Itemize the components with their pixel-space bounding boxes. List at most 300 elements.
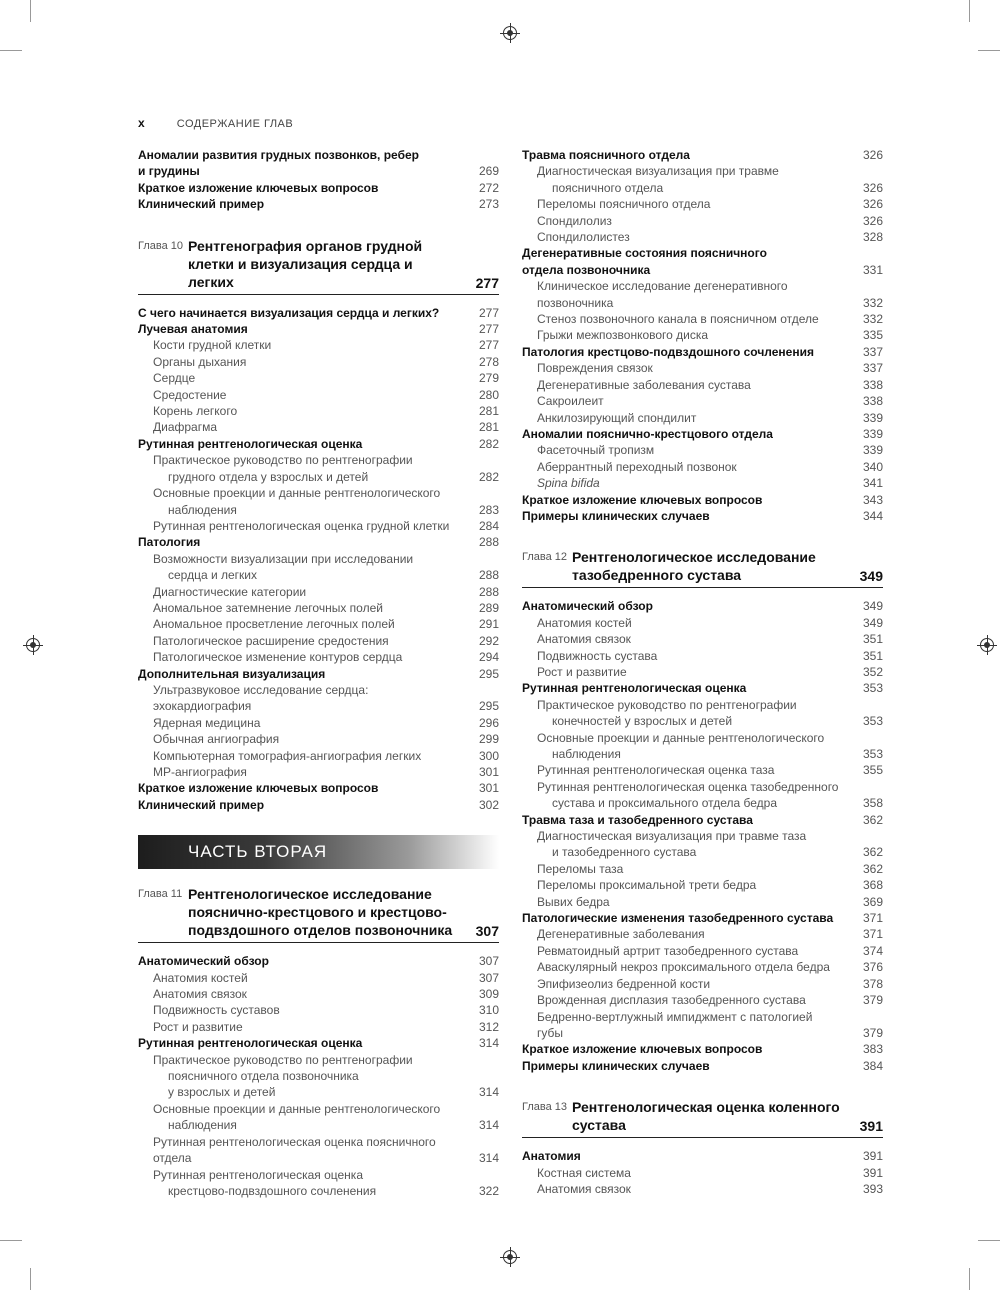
- toc-section-entry[interactable]: [138, 147, 499, 163]
- toc-entry-page: 272: [478, 180, 499, 195]
- toc-entry[interactable]: [522, 697, 883, 713]
- toc-entry-title: Рутинная рентгенологическая оценка поясничного отдела: [153, 1134, 436, 1166]
- toc-entry-title: Практическое руководство по рентгенографии: [537, 697, 797, 712]
- toc-entry-title: Патологические изменения тазобедренного сустава: [522, 911, 834, 926]
- toc-entry[interactable]: [522, 229, 883, 245]
- toc-entry-title: Корень легкого: [153, 404, 238, 419]
- toc-entry-page: 378: [862, 976, 883, 991]
- toc-entry-page: 331: [862, 262, 883, 277]
- toc-entry[interactable]: [138, 567, 499, 583]
- toc-section-entry[interactable]: [138, 1035, 499, 1051]
- part-banner: ЧАСТЬ ВТОРАЯ: [138, 835, 499, 869]
- chapter-page: 349: [859, 568, 883, 585]
- toc-entry-title: Ультразвуковое исследование сердца: эхокардиография: [153, 682, 369, 714]
- chapter-title: Рентгенологическое исследование пояснично-крестцового и крестцово-подвздошного отделов позвоночника: [188, 886, 453, 939]
- toc-entry[interactable]: [138, 452, 499, 468]
- toc-entry-title: Переломы поясничного отдела: [537, 197, 711, 212]
- toc-entry[interactable]: [138, 387, 499, 403]
- toc-section-entry[interactable]: [138, 196, 499, 212]
- toc-section-entry[interactable]: [522, 680, 883, 696]
- toc-entry-title: Анатомия костей: [537, 615, 632, 630]
- registration-mark-icon: [980, 638, 994, 652]
- toc-entry[interactable]: [138, 731, 499, 747]
- toc-list: [522, 1148, 883, 1197]
- toc-section-entry[interactable]: [522, 1041, 883, 1057]
- toc-entry-title: Примеры клинических случаев: [522, 1058, 710, 1073]
- toc-entry-title: Рутинная рентгенологическая оценка: [153, 1167, 363, 1182]
- toc-entry-title: Анатомический обзор: [522, 599, 653, 614]
- toc-entry-page: 379: [862, 1025, 883, 1040]
- toc-entry[interactable]: [138, 469, 499, 485]
- toc-entry-page: 369: [862, 894, 883, 909]
- toc-entry[interactable]: [522, 360, 883, 376]
- toc-section-entry[interactable]: [138, 953, 499, 969]
- toc-entry-title: Краткое изложение ключевых вопросов: [138, 781, 379, 796]
- toc-entry-page: 309: [478, 987, 499, 1002]
- toc-entry[interactable]: [522, 377, 883, 393]
- toc-entry-page: 280: [478, 387, 499, 402]
- toc-entry-title: Диагностическая визуализация при травме: [537, 164, 779, 179]
- toc-entry[interactable]: [522, 664, 883, 680]
- toc-entry[interactable]: [522, 459, 883, 475]
- toc-entry-page: 362: [862, 845, 883, 860]
- toc-entry-title: Основные проекции и данные рентгенологического: [537, 730, 825, 745]
- toc-entry-title: сердца и легких: [168, 568, 257, 583]
- toc-entry[interactable]: [522, 746, 883, 762]
- toc-entry-title: Анатомия связок: [537, 632, 631, 647]
- toc-entry-title: Эпифизеолиз бедренной кости: [537, 976, 711, 991]
- toc-section-entry[interactable]: [138, 666, 499, 682]
- toc-entry[interactable]: [522, 1009, 883, 1042]
- chapter-title: Рентгенологическая оценка коленного сустава: [572, 1099, 840, 1134]
- toc-entry-title: Патологическое расширение средостения: [153, 633, 389, 648]
- toc-entry-page: 326: [862, 148, 883, 162]
- toc-entry-page: 282: [478, 436, 499, 451]
- toc-entry[interactable]: [138, 649, 499, 665]
- toc-entry[interactable]: [138, 1068, 499, 1084]
- toc-section-entry[interactable]: [522, 910, 883, 926]
- toc-entry-title: Сердце: [153, 371, 196, 386]
- toc-entry-page: 352: [862, 664, 883, 679]
- toc-entry-title: Практическое руководство по рентгенографии: [153, 1052, 413, 1067]
- toc-section-entry[interactable]: [522, 1058, 883, 1074]
- toc-entry[interactable]: [138, 1019, 499, 1035]
- toc-entry-page: 339: [862, 443, 883, 458]
- toc-entry[interactable]: [522, 976, 883, 992]
- toc-entry-page: 391: [862, 1165, 883, 1180]
- toc-entry[interactable]: [522, 1181, 883, 1197]
- toc-entry[interactable]: [522, 992, 883, 1008]
- toc-section-entry[interactable]: [522, 245, 883, 261]
- crop-mark: [969, 1268, 970, 1290]
- toc-entry-title: Возможности визуализации при исследовании: [153, 551, 414, 566]
- toc-entry-page: 379: [862, 993, 883, 1008]
- toc-entry[interactable]: [138, 715, 499, 731]
- toc-entry[interactable]: [138, 1084, 499, 1100]
- chapter-label: Глава 10: [138, 239, 184, 252]
- toc-entry[interactable]: [138, 986, 499, 1002]
- toc-entry-title: Рутинная рентгенологическая оценка: [138, 436, 363, 451]
- toc-entry-page: 349: [862, 615, 883, 630]
- toc-entry-page: 288: [478, 568, 499, 583]
- toc-entry-page: 353: [862, 714, 883, 729]
- toc-entry[interactable]: [522, 959, 883, 975]
- toc-entry[interactable]: [522, 762, 883, 778]
- toc-entry-page: 337: [862, 344, 883, 359]
- toc-entry-title: крестцово-подвздошного сочленения: [168, 1183, 377, 1198]
- toc-entry-page: 294: [478, 650, 499, 665]
- toc-entry[interactable]: [138, 1167, 499, 1183]
- toc-entry-title: поясничного отдела: [552, 180, 664, 195]
- toc-section-entry[interactable]: [138, 180, 499, 196]
- toc-entry[interactable]: [522, 795, 883, 811]
- toc-entry-title: Лучевая анатомия: [138, 322, 248, 337]
- toc-entry[interactable]: [522, 442, 883, 458]
- toc-entry-page: 358: [862, 796, 883, 811]
- toc-entry-page: 353: [862, 681, 883, 696]
- toc-entry-title: Спондилолистез: [537, 230, 630, 245]
- toc-section-entry[interactable]: [138, 321, 499, 337]
- toc-entry-title: Краткое изложение ключевых вопросов: [522, 492, 763, 507]
- toc-entry[interactable]: [138, 485, 499, 501]
- toc-entry-page: 273: [478, 197, 499, 212]
- toc-entry-title: Вывих бедра: [537, 894, 610, 909]
- toc-entry-page: 368: [862, 878, 883, 893]
- chapter-page: 277: [475, 274, 499, 291]
- toc-entry-title: Переломы таза: [537, 861, 624, 876]
- toc-entry-page: 291: [478, 617, 499, 632]
- toc-section-entry[interactable]: [138, 780, 499, 796]
- registration-mark-icon: [503, 26, 517, 40]
- toc-entry-title: Травма таза и тазобедренного сустава: [522, 812, 753, 827]
- toc-entry-page: 281: [478, 404, 499, 419]
- toc-entry-title: Аномальное затемнение легочных полей: [153, 600, 383, 615]
- toc-entry[interactable]: [138, 403, 499, 419]
- toc-entry[interactable]: [522, 844, 883, 860]
- toc-entry-page: 349: [862, 599, 883, 614]
- toc-entry-title: Костная система: [537, 1165, 631, 1180]
- toc-entry-page: 339: [862, 426, 883, 441]
- toc-entry-title: и тазобедренного сустава: [552, 845, 697, 860]
- toc-entry-page: 344: [862, 508, 883, 523]
- toc-entry-title: Клинический пример: [138, 797, 265, 812]
- toc-entry-page: 326: [862, 180, 883, 195]
- toc-section-entry[interactable]: [522, 508, 883, 524]
- toc-entry-page: 340: [862, 459, 883, 474]
- toc-entry-title: Травма поясничного отдела: [522, 148, 690, 162]
- toc-entry-title: Сакроилеит: [537, 394, 604, 409]
- toc-entry-title: Средостение: [153, 387, 227, 402]
- toc-entry-title: наблюдения: [168, 1118, 237, 1133]
- toc-entry-page: 269: [478, 164, 499, 179]
- chapter-label: Глава 13: [522, 1101, 568, 1114]
- toc-entry-title: Рутинная рентгенологическая оценка тазобедренного: [537, 779, 839, 794]
- crop-mark: [978, 50, 1000, 51]
- toc-entry[interactable]: [522, 410, 883, 426]
- toc-entry-page: 353: [862, 747, 883, 761]
- toc-entry-title: Рутинная рентгенологическая оценка: [522, 681, 747, 696]
- crop-mark: [0, 50, 22, 51]
- toc-entry[interactable]: [522, 631, 883, 647]
- toc-entry[interactable]: [522, 828, 883, 844]
- toc-entry-title: Патология: [138, 535, 201, 550]
- toc-entry-page: 335: [862, 328, 883, 343]
- toc-entry-title: наблюдения: [552, 747, 621, 761]
- toc-entry[interactable]: [138, 1117, 499, 1133]
- toc-section-entry[interactable]: [522, 262, 883, 278]
- chapter-heading[interactable]: [522, 1098, 883, 1138]
- toc-entry-page: 376: [862, 960, 883, 975]
- toc-entry[interactable]: [522, 311, 883, 327]
- toc-entry-title: и грудины: [138, 164, 200, 179]
- toc-entry-title: Повреждения связок: [537, 361, 653, 376]
- toc-entry-title: Основные проекции и данные рентгенологического: [153, 486, 441, 501]
- toc-entry-title: Бедренно-вертлужный импиджмент с патологией губы: [537, 1009, 813, 1040]
- toc-entry-title: Дополнительная визуализация: [138, 666, 326, 681]
- toc-entry-title: Подвижность сустава: [537, 648, 658, 663]
- toc-entry-title: Патология крестцово-подвздошного сочленения: [522, 344, 814, 359]
- toc-entry-title: Патологическое изменение контуров сердца: [153, 650, 403, 665]
- toc-entry-page: 301: [478, 781, 499, 796]
- toc-entry-title: МР-ангиография: [153, 765, 247, 779]
- toc-entry-title: Практическое руководство по рентгенографии: [153, 453, 413, 468]
- chapter-heading[interactable]: [138, 885, 499, 943]
- toc-entry[interactable]: [522, 894, 883, 910]
- toc-entry-page: 391: [862, 1149, 883, 1164]
- crop-mark: [30, 0, 31, 22]
- toc-entry-title: Дегенеративные состояния поясничного: [522, 246, 767, 261]
- toc-entry-page: 326: [862, 213, 883, 228]
- toc-entry-page: 295: [478, 666, 499, 681]
- toc-entry-page: 277: [478, 322, 499, 337]
- chapter-page: 391: [859, 1118, 883, 1135]
- toc-section-entry[interactable]: [138, 797, 499, 813]
- toc-entry[interactable]: [138, 1002, 499, 1018]
- toc-section-entry[interactable]: [522, 344, 883, 360]
- toc-entry-title: Анатомический обзор: [138, 954, 269, 969]
- toc-entry-title: Дегенеративные заболевания сустава: [537, 377, 751, 392]
- toc-entry-page: 288: [478, 584, 499, 599]
- toc-entry-title: Основные проекции и данные рентгенологического: [153, 1101, 441, 1116]
- toc-entry-page: 337: [862, 361, 883, 376]
- toc-entry-page: 314: [478, 1036, 499, 1051]
- toc-entry-title: Фасеточный тропизм: [537, 443, 655, 458]
- toc-entry-page: 295: [478, 699, 499, 714]
- toc-entry[interactable]: [522, 475, 883, 491]
- chapter-page: 307: [475, 923, 499, 940]
- crop-mark: [978, 1240, 1000, 1241]
- toc-section-entry[interactable]: [522, 1148, 883, 1164]
- toc-section-entry[interactable]: [138, 436, 499, 452]
- toc-entry-title: Аваскулярный некроз проксимального отдела бедра: [537, 960, 830, 975]
- toc-entry-title: Анатомия связок: [537, 1181, 631, 1196]
- toc-entry-page: 339: [862, 410, 883, 425]
- toc-entry[interactable]: [138, 682, 499, 715]
- toc-entry[interactable]: [522, 713, 883, 729]
- toc-entry-page: 289: [478, 600, 499, 615]
- toc-entry[interactable]: [522, 327, 883, 343]
- toc-entry[interactable]: [138, 1052, 499, 1068]
- toc-entry-page: 307: [478, 970, 499, 985]
- chapter-title: Рентгенография органов грудной клетки и визуализация сердца и легких: [188, 237, 423, 290]
- toc-entry-page: 314: [478, 1118, 499, 1133]
- toc-section-entry[interactable]: [138, 534, 499, 550]
- toc-entry[interactable]: [138, 748, 499, 764]
- crop-mark: [0, 1240, 22, 1241]
- toc-entry-title: Анатомия связок: [153, 987, 247, 1002]
- toc-entry-page: 326: [862, 197, 883, 212]
- toc-entry-title: Диафрагма: [153, 420, 218, 435]
- toc-entry[interactable]: [522, 180, 883, 196]
- toc-entry-title: Анкилозирующий спондилит: [537, 410, 697, 425]
- toc-entry-title: Рост и развитие: [537, 664, 627, 679]
- toc-entry-title: Ядерная медицина: [153, 715, 261, 730]
- toc-entry-title: Обычная ангиография: [153, 732, 280, 747]
- toc-entry-page: 322: [478, 1183, 499, 1198]
- toc-entry[interactable]: [522, 163, 883, 179]
- chapter-label: Глава 11: [138, 888, 183, 901]
- toc-list: [522, 147, 883, 524]
- toc-entry[interactable]: [138, 502, 499, 518]
- toc-section-entry[interactable]: [522, 147, 883, 163]
- toc-entry[interactable]: [138, 1101, 499, 1117]
- toc-entry[interactable]: [138, 551, 499, 567]
- toc-entry-page: 383: [862, 1042, 883, 1057]
- toc-entry-page: 277: [478, 338, 499, 353]
- toc-entry-page: 384: [862, 1058, 883, 1073]
- toc-entry-title: Диагностические категории: [153, 584, 307, 599]
- toc-entry-title: поясничного отдела позвоночника: [168, 1069, 359, 1084]
- toc-entry-title: Дегенеративные заболевания: [537, 927, 705, 942]
- toc-entry[interactable]: [522, 1165, 883, 1181]
- toc-entry-page: 277: [478, 305, 499, 320]
- toc-entry-title: Аномалии пояснично-крестцового отдела: [522, 426, 773, 441]
- toc-entry-page: 284: [478, 518, 499, 533]
- toc-entry[interactable]: [522, 213, 883, 229]
- toc-entry[interactable]: [522, 648, 883, 664]
- toc-entry[interactable]: [138, 970, 499, 986]
- toc-section-entry[interactable]: [522, 598, 883, 614]
- toc-entry-title: Грыжи межпозвонкового диска: [537, 328, 709, 343]
- toc-entry-title: Spina bifida: [537, 476, 600, 491]
- toc-entry-title: С чего начинается визуализация сердца и легких?: [138, 305, 440, 320]
- toc-entry-title: Рост и развитие: [153, 1019, 243, 1034]
- toc-entry-page: 332: [862, 295, 883, 310]
- toc-entry[interactable]: [138, 518, 499, 534]
- chapter-title: Рентгенологическое исследование тазобедренного сустава: [572, 549, 816, 584]
- toc-entry-title: Компьютерная томография-ангиография легких: [153, 748, 422, 763]
- toc-entry-title: Рутинная рентгенологическая оценка грудной клетки: [153, 518, 450, 533]
- toc-entry[interactable]: [522, 861, 883, 877]
- toc-entry-page: 355: [862, 763, 883, 778]
- toc-entry-page: 341: [862, 476, 883, 491]
- toc-entry[interactable]: [522, 393, 883, 409]
- toc-entry-page: 332: [862, 312, 883, 327]
- toc-entry-page: 393: [862, 1181, 883, 1196]
- toc-entry[interactable]: [522, 615, 883, 631]
- toc-entry-page: 338: [862, 394, 883, 409]
- toc-entry-page: 288: [478, 535, 499, 550]
- toc-entry[interactable]: [138, 1183, 499, 1199]
- toc-entry-title: Переломы проксимальной трети бедра: [537, 878, 757, 893]
- toc-entry[interactable]: [138, 764, 499, 780]
- toc-entry-title: Клинический пример: [138, 197, 265, 212]
- toc-entry[interactable]: [522, 278, 883, 311]
- toc-entry[interactable]: [138, 616, 499, 632]
- toc-section-entry[interactable]: [522, 492, 883, 508]
- toc-list: [138, 305, 499, 814]
- toc-entry[interactable]: [522, 196, 883, 212]
- toc-section-entry[interactable]: [138, 305, 499, 321]
- toc-entry[interactable]: [522, 730, 883, 746]
- page-number: x: [138, 116, 146, 130]
- toc-entry[interactable]: [522, 779, 883, 795]
- toc-entry-page: 302: [478, 797, 499, 812]
- running-head: [138, 116, 293, 130]
- toc-entry[interactable]: [138, 1134, 499, 1167]
- toc-entry-title: наблюдения: [168, 502, 237, 517]
- toc-entry-title: Подвижность суставов: [153, 1003, 280, 1018]
- toc-section-entry[interactable]: [522, 812, 883, 828]
- toc-entry-title: Краткое изложение ключевых вопросов: [522, 1042, 763, 1057]
- toc-entry[interactable]: [522, 943, 883, 959]
- toc-entry[interactable]: [138, 337, 499, 353]
- crop-mark: [969, 0, 970, 22]
- toc-entry-title: Аномальное просветление легочных полей: [153, 617, 395, 632]
- toc-entry-title: грудного отдела у взрослых и детей: [168, 469, 369, 484]
- toc-entry-page: 371: [862, 911, 883, 926]
- toc-entry-page: 283: [478, 502, 499, 517]
- toc-entry-title: Диагностическая визуализация при травме таза: [537, 829, 807, 844]
- toc-column-right: [522, 147, 883, 1197]
- toc-entry[interactable]: [522, 877, 883, 893]
- toc-entry[interactable]: [138, 584, 499, 600]
- toc-section-entry[interactable]: [522, 426, 883, 442]
- toc-entry-page: 314: [478, 1151, 499, 1166]
- toc-entry-title: Рутинная рентгенологическая оценка таза: [537, 763, 775, 778]
- chapter-heading[interactable]: [522, 548, 883, 588]
- toc-entry-title: Спондилолиз: [537, 213, 612, 228]
- toc-entry-page: 281: [478, 420, 499, 435]
- toc-entry[interactable]: [138, 600, 499, 616]
- toc-entry-page: 301: [478, 765, 499, 779]
- toc-section-entry[interactable]: [138, 163, 499, 179]
- toc-entry-page: 351: [862, 648, 883, 663]
- toc-entry-title: Примеры клинических случаев: [522, 508, 710, 523]
- toc-entry[interactable]: [138, 419, 499, 435]
- toc-entry-page: 282: [478, 469, 499, 484]
- toc-entry[interactable]: [138, 354, 499, 370]
- toc-entry-page: 279: [478, 371, 499, 386]
- toc-entry-title: Стеноз позвоночного канала в поясничном отделе: [537, 312, 819, 327]
- toc-entry-page: 351: [862, 632, 883, 647]
- toc-entry-page: 371: [862, 927, 883, 942]
- toc-entry[interactable]: [138, 633, 499, 649]
- toc-entry-title: отдела позвоночника: [522, 262, 651, 277]
- chapter-heading[interactable]: [138, 237, 499, 295]
- toc-entry-title: у взрослых и детей: [168, 1085, 276, 1100]
- toc-entry[interactable]: [138, 370, 499, 386]
- toc-entry-title: Аномалии развития грудных позвонков, ребер: [138, 148, 419, 162]
- crop-mark: [30, 1268, 31, 1290]
- toc-entry-page: 299: [478, 732, 499, 747]
- running-head-title: СОДЕРЖАНИЕ ГЛАВ: [176, 118, 294, 130]
- toc-entry-title: Кости грудной клетки: [153, 338, 272, 353]
- registration-mark-icon: [26, 638, 40, 652]
- toc-entry[interactable]: [522, 926, 883, 942]
- toc-entry-title: Клиническое исследование дегенеративного позвоночника: [537, 279, 788, 310]
- toc-entry-title: Краткое изложение ключевых вопросов: [138, 180, 379, 195]
